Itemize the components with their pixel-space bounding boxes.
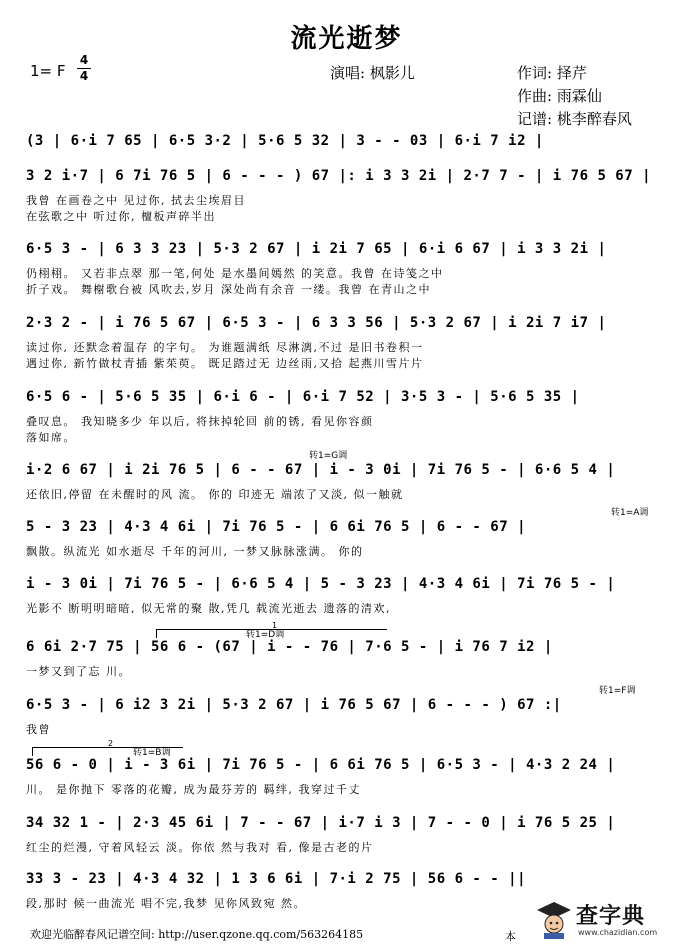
lyric-row: 我曾	[26, 723, 51, 736]
lyric-row: 在弦歌之中 听过你, 檀板声碎半出	[26, 210, 216, 223]
lyricist-credit: 作词: 择芹	[517, 64, 587, 82]
key-signature: 1= F	[30, 62, 66, 80]
time-signature-top: 4	[79, 53, 89, 67]
logo-text: 查字典	[576, 904, 646, 929]
lyric-row: 我曾 在画卷之中 见过你, 拭去尘埃眉目	[26, 194, 246, 207]
lyric-row: 落如席。	[26, 431, 76, 444]
lyric-row: 仍栩栩。 又若非点翠 那一笔,何处 是水墨间嫣然 的笑意。我曾 在诗笺之中	[26, 267, 444, 280]
time-signature	[77, 54, 91, 83]
notation-row: 6 6i 2·7 75 | 56 6 - (67 | i - - 76 | 7·6 5 - | i 76 7 i2 |	[26, 639, 553, 655]
notation-row: i·2 6 67 | i 2i 76 5 | 6 - - 67 | i - 3 0i | 7i 76 5 - | 6·6 5 4 |	[26, 462, 616, 478]
key-change-label: 转1=F调	[599, 686, 636, 696]
site-logo	[534, 897, 684, 943]
key-change-label: 转1=D调	[246, 630, 285, 640]
lyric-row: 一梦又到了忘 川。	[26, 665, 131, 678]
notation-row: 3 2 i·7 | 6 7i 76 5 | 6 - - - ) 67 |: i 3 3 2i | 2·7 7 - | i 76 5 67 |	[26, 168, 652, 184]
lyric-row: 读过你, 还默念着温存 的字句。 为谁题满纸 尽淋漓,不过 是旧书卷积一	[26, 341, 424, 354]
notation-row: 2·3 2 - | i 76 5 67 | 6·5 3 - | 6 3 3 56 | 5·3 2 67 | i 2i 7 i7 |	[26, 315, 607, 331]
score-line	[26, 168, 666, 240]
volta-number: 2	[108, 739, 114, 748]
score-line	[26, 315, 666, 387]
notation-row: 6·5 3 - | 6 i2 3 2i | 5·3 2 67 | i 76 5 67 | 6 - - - ) 67 :|	[26, 697, 562, 713]
graduate-icon	[536, 900, 572, 940]
notation-row: 6·5 6 - | 5·6 5 35 | 6·i 6 - | 6·i 7 52 | 3·5 3 - | 5·6 5 35 |	[26, 389, 580, 405]
footer-tail: 本	[505, 930, 516, 943]
key-change-label: 转1=B调	[133, 748, 171, 758]
notation-row: (3 | 6·i 7 65 | 6·5 3·2 | 5·6 5 32 | 3 - - 03 | 6·i 7 i2 |	[26, 133, 544, 149]
time-signature-bottom: 4	[79, 69, 89, 83]
song-title: 流光逝梦	[290, 24, 403, 54]
lyric-row: 折子戏。 舞榭歌台被 风吹去,岁月 深处尚有余音 一缕。我曾 在青山之中	[26, 283, 431, 296]
composer-credit: 作曲: 雨霖仙	[517, 87, 602, 105]
logo-url: www.chazidian.com	[578, 928, 658, 937]
volta-bracket	[32, 739, 183, 756]
key-change-label: 转1=G调	[309, 451, 348, 461]
notation-row: 56 6 - 0 | i - 3 6i | 7i 76 5 - | 6 6i 76 5 | 6·5 3 - | 4·3 2 24 |	[26, 757, 616, 773]
lyric-row: 飘散。纵流光 如水逝尽 千年的河川, 一梦又脉脉涨满。 你的	[26, 545, 364, 558]
notation-row: 6·5 3 - | 6 3 3 23 | 5·3 2 67 | i 2i 7 65 | 6·i 6 67 | i 3 3 2i |	[26, 241, 607, 257]
notation-row: 34 32 1 - | 2·3 45 6i | 7 - - 67 | i·7 i 3 | 7 - - 0 | i 76 5 25 |	[26, 815, 616, 831]
notation-row: 33 3 - 23 | 4·3 4 32 | 1 3 6 6i | 7·i 2 75 | 56 6 - - ||	[26, 871, 527, 887]
lyric-row: 红尘的烂漫, 守着风轻云 淡。你依 然与我对 看, 像是古老的片	[26, 841, 374, 854]
volta-number: 1	[272, 621, 278, 630]
volta-bracket	[156, 621, 387, 638]
notation-row: i - 3 0i | 7i 76 5 - | 6·6 5 4 | 5 - 3 23 | 4·3 4 6i | 7i 76 5 - |	[26, 576, 616, 592]
footer-text: 欢迎光临醉春风记谱空间: http://user.qzone.qq.com/563264185	[30, 928, 364, 941]
transcriber-credit: 记谱: 桃李醉春风	[517, 110, 632, 128]
singer-credit: 演唱: 枫影儿	[330, 64, 415, 82]
lyric-row: 还依旧,停留 在未醒时的风 流。 你的 印迹无 端浓了又淡, 似一触就	[26, 488, 404, 501]
lyric-row: 光影不 断明明暗暗, 似无常的聚 散,凭几 载流光逝去 遗落的清欢,	[26, 602, 391, 615]
lyric-row: 段,那时 候一曲流光 唱不完,我梦 见你风致宛 然。	[26, 897, 306, 910]
key-change-label: 转1=A调	[611, 508, 649, 518]
lyric-row: 川。 是你抛下 零落的花瓣, 成为最芬芳的 羁绊, 我穿过千丈	[26, 783, 361, 796]
lyric-row: 叠叹息。 我知晓多少 年以后, 将抹掉轮回 前的锈, 看见你容颜	[26, 415, 374, 428]
lyric-row: 遇过你, 新竹做杖青插 紫茱萸。 既足踏过无 边丝雨,又拾 起燕川雪片片	[26, 357, 424, 370]
notation-row: 5 - 3 23 | 4·3 4 6i | 7i 76 5 - | 6 6i 76 5 | 6 - - 67 |	[26, 519, 527, 535]
score-line	[26, 241, 666, 313]
